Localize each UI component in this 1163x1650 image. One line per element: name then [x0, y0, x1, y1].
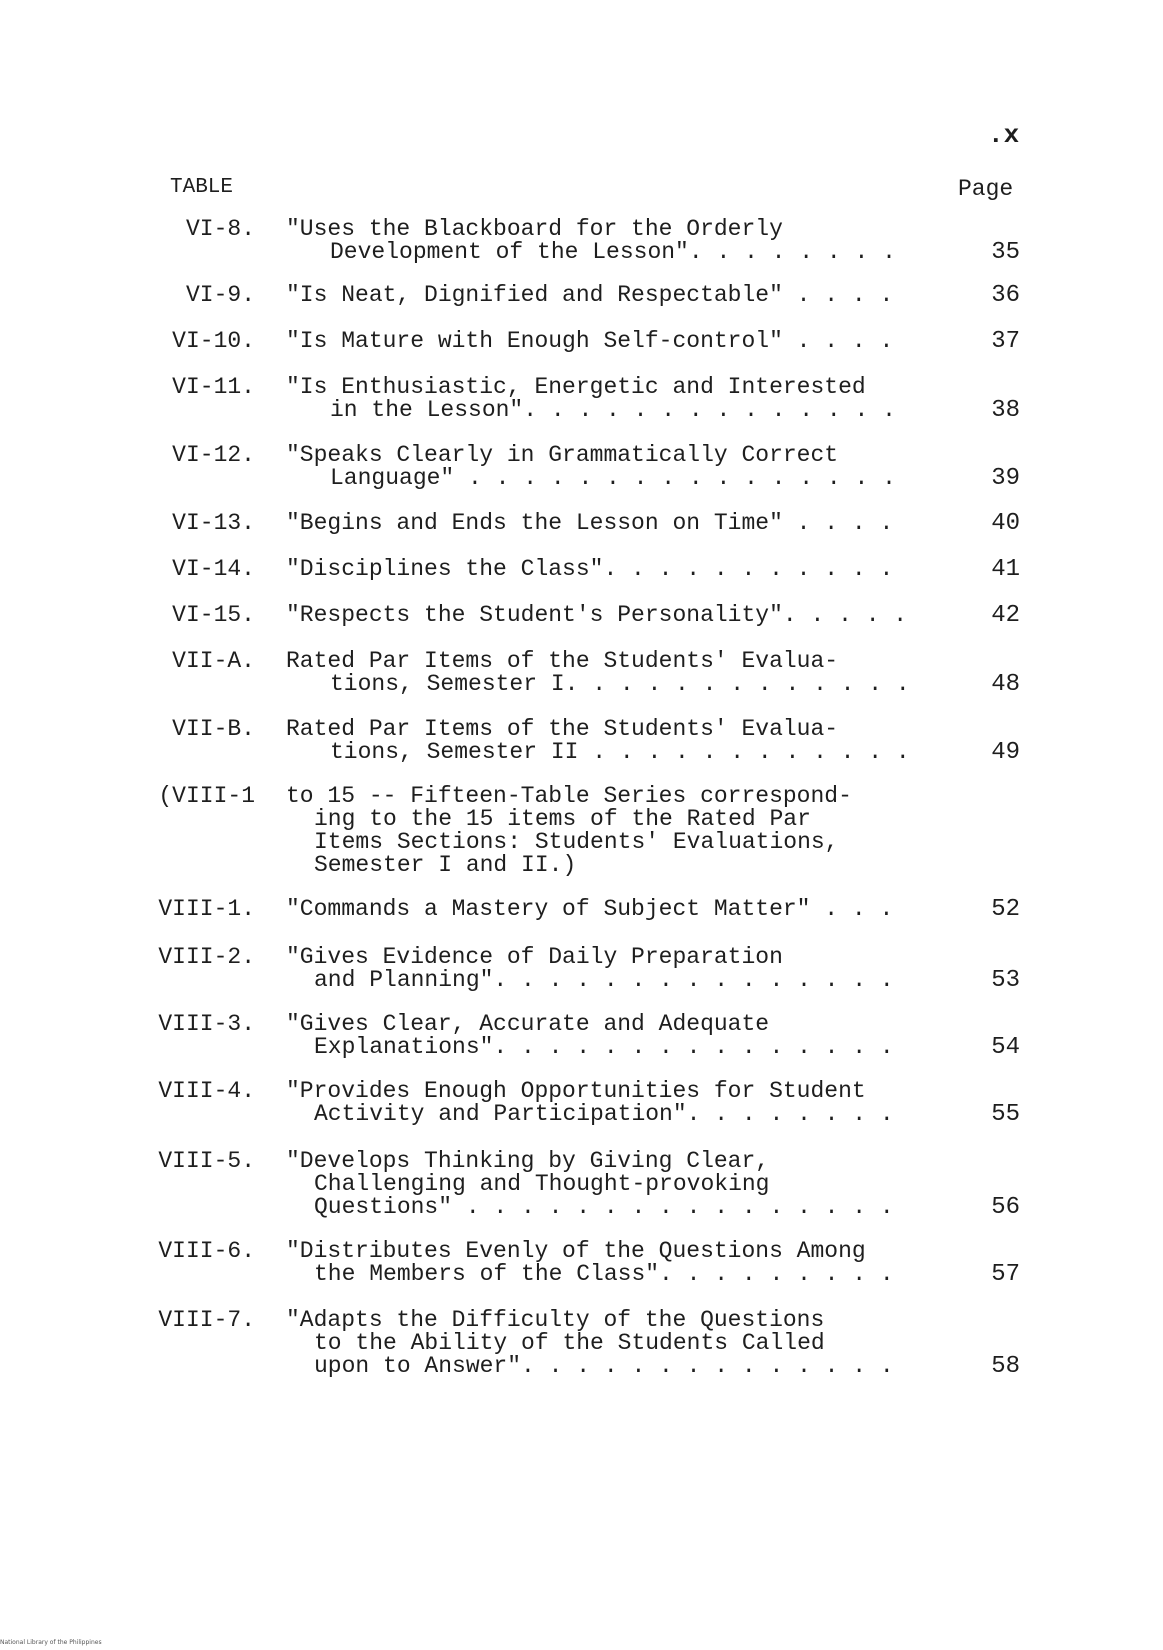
table-number: VII-A.	[172, 648, 255, 674]
table-title	[286, 785, 936, 877]
table-number: VI-10.	[172, 328, 255, 354]
page-reference: 58	[991, 1353, 1020, 1380]
table-number: VIII-1.	[158, 896, 255, 922]
table-title-line: "Disciplines the Class". . . . . . . . . . .	[286, 556, 894, 582]
table-title-line: upon to Answer". . . . . . . . . . . . . .	[314, 1353, 894, 1379]
page-column-header: Page	[958, 176, 1014, 202]
table-title-line: and Planning". . . . . . . . . . . . . . .	[314, 967, 894, 993]
table-number: VI-13.	[172, 510, 255, 536]
table-title-line: "Gives Clear, Accurate and Adequate	[286, 1011, 770, 1037]
footer-credit: National Library of the Philippines	[0, 1639, 102, 1646]
table-title-line: Language" . . . . . . . . . . . . . . . .	[330, 465, 896, 491]
table-title-line: "Uses the Blackboard for the Orderly	[286, 216, 783, 242]
table-title	[286, 512, 936, 535]
table-title-line: "Respects the Student's Personality". . . . .	[286, 602, 908, 628]
table-title-line: "Commands a Mastery of Subject Matter" . . .	[286, 896, 894, 922]
table-title-line: ing to the 15 items of the Rated Par	[314, 806, 811, 832]
table-number: VIII-4.	[158, 1078, 255, 1104]
table-title-line: Rated Par Items of the Students' Evalua-	[286, 648, 839, 674]
table-title	[286, 330, 936, 353]
table-column-header: TABLE	[170, 176, 234, 199]
page-reference: 54	[991, 1034, 1020, 1061]
table-number: VIII-3.	[158, 1011, 255, 1037]
table-title-line: the Members of the Class". . . . . . . . .	[314, 1261, 894, 1287]
table-title	[286, 1309, 936, 1378]
table-title-line: "Is Enthusiastic, Energetic and Interested	[286, 374, 866, 400]
table-title-line: "Begins and Ends the Lesson on Time" . . . .	[286, 510, 894, 536]
table-number: VI-12.	[172, 442, 255, 468]
table-title	[286, 946, 936, 992]
table-title-line: "Gives Evidence of Daily Preparation	[286, 944, 783, 970]
table-title-line: tions, Semester I. . . . . . . . . . . . .	[330, 671, 910, 697]
table-title	[286, 284, 936, 307]
table-title-line: Challenging and Thought-provoking	[314, 1171, 770, 1197]
table-title	[286, 650, 936, 696]
table-title-line: Activity and Participation". . . . . . . .	[314, 1101, 894, 1127]
page-reference: 55	[991, 1101, 1020, 1128]
table-title-line: "Is Neat, Dignified and Respectable" . . . .	[286, 282, 894, 308]
table-title	[286, 718, 936, 764]
table-title-line: tions, Semester II . . . . . . . . . . . .	[330, 739, 910, 765]
table-title-line: "Develops Thinking by Giving Clear,	[286, 1148, 770, 1174]
table-title-line: "Provides Enough Opportunities for Student	[286, 1078, 866, 1104]
table-title	[286, 604, 936, 627]
table-number: VI-14.	[172, 556, 255, 582]
table-number: VI-15.	[172, 602, 255, 628]
table-title-line: Explanations". . . . . . . . . . . . . . .	[314, 1034, 894, 1060]
table-number: VIII-5.	[158, 1148, 255, 1174]
table-title-line: in the Lesson". . . . . . . . . . . . . .	[330, 397, 896, 423]
table-number: VI-9.	[185, 282, 255, 308]
page-reference: 39	[991, 465, 1020, 492]
table-number: VIII-7.	[158, 1307, 255, 1333]
table-title-line: Questions" . . . . . . . . . . . . . . . .	[314, 1194, 894, 1220]
table-number: (VIII-1	[158, 783, 255, 809]
page-reference: 48	[991, 671, 1020, 698]
table-title-line: "Adapts the Difficulty of the Questions	[286, 1307, 825, 1333]
table-number: VIII-2.	[158, 944, 255, 970]
table-title	[286, 376, 936, 422]
page-reference: 40	[991, 510, 1020, 537]
table-title-line: to the Ability of the Students Called	[314, 1330, 825, 1356]
table-title	[286, 1150, 936, 1219]
page-reference: 38	[991, 397, 1020, 424]
page-reference: 53	[991, 967, 1020, 994]
table-title-line: Semester I and II.)	[314, 852, 577, 878]
table-title	[286, 558, 936, 581]
page-reference: 56	[991, 1194, 1020, 1221]
page-reference: 35	[991, 239, 1020, 266]
table-title-line: Development of the Lesson". . . . . . . .	[330, 239, 896, 265]
page-number: .x	[988, 120, 1020, 150]
table-title	[286, 1080, 936, 1126]
table-number: VII-B.	[172, 716, 255, 742]
table-title-line: "Is Mature with Enough Self-control" . . . .	[286, 328, 894, 354]
table-number: VI-11.	[172, 374, 255, 400]
table-title-line: "Speaks Clearly in Grammatically Correct	[286, 442, 839, 468]
page-reference: 57	[991, 1261, 1020, 1288]
table-title	[286, 444, 936, 490]
page-reference: 42	[991, 602, 1020, 629]
table-title	[286, 1240, 936, 1286]
page-reference: 52	[991, 896, 1020, 923]
page-reference: 41	[991, 556, 1020, 583]
table-title	[286, 1013, 936, 1059]
table-title-line: "Distributes Evenly of the Questions Among	[286, 1238, 866, 1264]
table-title-line: Items Sections: Students' Evaluations,	[314, 829, 839, 855]
table-number: VI-8.	[185, 216, 255, 242]
table-title	[286, 218, 936, 264]
table-title	[286, 898, 936, 921]
table-number: VIII-6.	[158, 1238, 255, 1264]
page-reference: 36	[991, 282, 1020, 309]
page-reference: 49	[991, 739, 1020, 766]
page-reference: 37	[991, 328, 1020, 355]
table-title-line: to 15 -- Fifteen-Table Series correspond-	[286, 783, 852, 809]
table-title-line: Rated Par Items of the Students' Evalua-	[286, 716, 839, 742]
